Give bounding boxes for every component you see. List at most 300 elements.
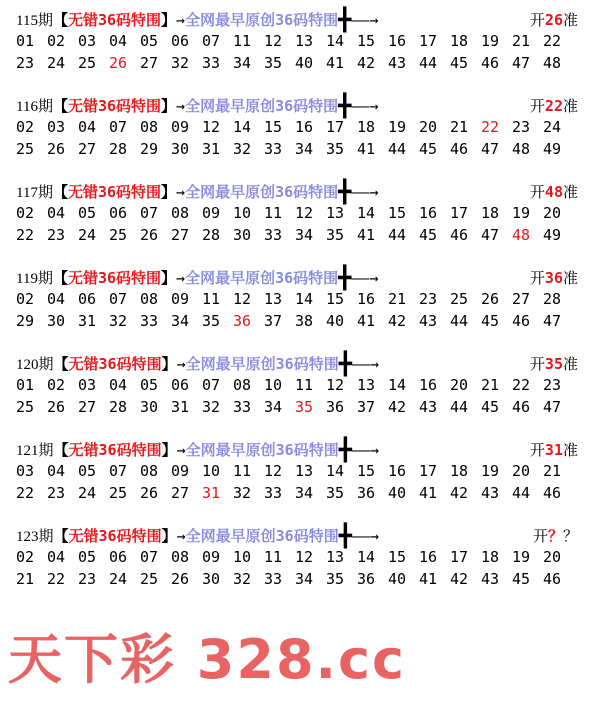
number-cell: 28 — [109, 140, 128, 158]
number-cell: 27 — [78, 398, 97, 416]
plus-icon: ╋ — [338, 524, 352, 549]
issue-number: 116期 — [16, 99, 53, 115]
open-label: 开 — [529, 355, 545, 373]
number-cell: 28 — [202, 226, 221, 244]
number-cell: 25 — [16, 398, 35, 416]
issue-block — [16, 268, 586, 332]
number-row — [16, 138, 586, 160]
number-cell: 17 — [419, 462, 438, 480]
number-cell: 20 — [543, 548, 562, 566]
dash-arrow-icon: ——→ — [351, 441, 380, 459]
number-row — [16, 568, 586, 590]
number-cell: 34 — [295, 570, 314, 588]
number-cell: 20 — [419, 118, 438, 136]
plus-icon: ╋ — [338, 352, 352, 377]
number-cell: 11 — [264, 204, 283, 222]
number-cell: 26 — [47, 398, 66, 416]
number-cell: 43 — [419, 398, 438, 416]
number-cell: 24 — [109, 570, 128, 588]
number-cell: 12 — [264, 462, 283, 480]
sure-label: 准 — [562, 269, 578, 287]
number-cell: 35 — [295, 398, 314, 416]
number-cell: 06 — [109, 548, 128, 566]
number-cell: 45 — [450, 54, 469, 72]
bracket-close: 】 — [161, 527, 177, 545]
number-cell: 35 — [326, 226, 345, 244]
dash-arrow-icon: ——→ — [351, 97, 379, 115]
number-cell: 34 — [295, 226, 314, 244]
header-title: 无错36码特围 — [67, 97, 162, 115]
number-cell: 33 — [202, 54, 221, 72]
number-cell: 26 — [109, 54, 128, 72]
number-cell: 08 — [140, 462, 159, 480]
open-label: 开 — [532, 527, 548, 545]
number-cell: 46 — [450, 140, 469, 158]
number-cell: 06 — [78, 290, 97, 308]
number-cell: 24 — [47, 54, 66, 72]
number-cell: 43 — [481, 484, 500, 502]
number-row — [16, 374, 586, 396]
result-number: 35 — [544, 355, 563, 373]
number-cell: 42 — [357, 54, 376, 72]
bracket-close: 】 — [161, 11, 177, 29]
source-label: 全网最早原创36码特围 — [185, 269, 339, 287]
number-cell: 07 — [140, 548, 159, 566]
issue-number: 121期 — [16, 443, 54, 459]
number-cell: 48 — [512, 140, 531, 158]
number-cell: 11 — [202, 290, 221, 308]
number-row — [16, 310, 586, 332]
number-cell: 46 — [450, 226, 469, 244]
number-row — [16, 224, 586, 246]
number-cell: 33 — [233, 398, 252, 416]
result-label — [530, 10, 578, 30]
issue-header — [16, 180, 586, 205]
number-cell: 07 — [109, 462, 128, 480]
number-cell: 23 — [78, 570, 97, 588]
sure-label: ？ — [562, 527, 578, 545]
number-cell: 47 — [543, 312, 562, 330]
number-cell: 43 — [388, 54, 407, 72]
number-cell: 32 — [202, 398, 221, 416]
bracket-close: 】 — [161, 183, 177, 201]
source-label: 全网最早原创36码特围 — [185, 355, 339, 373]
arrow-icon: → — [176, 355, 186, 373]
open-label: 开 — [529, 441, 545, 459]
number-cell: 27 — [171, 226, 190, 244]
number-cell: 44 — [450, 398, 469, 416]
sure-label: 准 — [562, 441, 578, 459]
number-cell: 10 — [233, 204, 252, 222]
issue-header — [16, 8, 586, 33]
number-cell: 04 — [47, 462, 66, 480]
number-cell: 20 — [450, 376, 469, 394]
number-cell: 44 — [450, 312, 469, 330]
number-cell: 28 — [109, 398, 128, 416]
number-cell: 30 — [171, 140, 190, 158]
header-title: 无错36码特围 — [67, 269, 162, 287]
number-cell: 27 — [512, 290, 531, 308]
number-cell: 22 — [16, 226, 35, 244]
number-cell: 36 — [357, 570, 376, 588]
number-cell: 17 — [450, 204, 469, 222]
sure-label: 准 — [562, 183, 578, 201]
number-cell: 21 — [543, 462, 562, 480]
number-cell: 49 — [543, 140, 562, 158]
bracket-open: 【 — [52, 11, 68, 29]
number-cell: 21 — [512, 32, 531, 50]
number-cell: 14 — [357, 548, 376, 566]
number-cell: 12 — [233, 290, 252, 308]
number-cell: 02 — [47, 32, 66, 50]
number-cell: 27 — [171, 484, 190, 502]
number-cell: 26 — [171, 570, 190, 588]
number-cell: 12 — [295, 548, 314, 566]
bracket-close: 】 — [161, 97, 177, 115]
number-cell: 25 — [140, 570, 159, 588]
number-cell: 41 — [326, 54, 345, 72]
number-cell: 14 — [233, 118, 252, 136]
number-cell: 05 — [78, 204, 97, 222]
number-cell: 26 — [140, 484, 159, 502]
number-cell: 33 — [264, 140, 283, 158]
number-cell: 23 — [512, 118, 531, 136]
number-cell: 05 — [78, 462, 97, 480]
number-cell: 42 — [388, 312, 407, 330]
number-cell: 15 — [326, 290, 345, 308]
number-cell: 13 — [295, 462, 314, 480]
number-cell: 46 — [512, 398, 531, 416]
result-label — [530, 268, 578, 288]
number-cell: 31 — [202, 484, 221, 502]
bracket-open: 【 — [53, 527, 69, 545]
number-cell: 04 — [47, 290, 66, 308]
number-cell: 30 — [233, 226, 252, 244]
number-cell: 06 — [171, 376, 190, 394]
bracket-open: 【 — [53, 355, 69, 373]
number-cell: 43 — [481, 570, 500, 588]
issue-header — [16, 524, 586, 549]
issue-number: 120期 — [16, 357, 54, 373]
number-cell: 12 — [264, 32, 283, 50]
number-cell: 36 — [357, 484, 376, 502]
bracket-open: 【 — [53, 441, 69, 459]
result-number: 22 — [544, 97, 563, 115]
number-cell: 40 — [295, 54, 314, 72]
issue-block — [16, 10, 586, 74]
number-cell: 32 — [109, 312, 128, 330]
result-label — [530, 96, 578, 116]
number-cell: 14 — [326, 32, 345, 50]
number-cell: 22 — [47, 570, 66, 588]
number-cell: 01 — [16, 32, 35, 50]
bracket-close: 】 — [161, 269, 177, 287]
issue-block — [16, 182, 586, 246]
header-title: 无错36码特围 — [68, 527, 162, 545]
number-cell: 35 — [326, 570, 345, 588]
issue-header — [16, 352, 586, 377]
dash-arrow-icon: ——→ — [351, 183, 379, 201]
number-cell: 46 — [512, 312, 531, 330]
number-cell: 07 — [140, 204, 159, 222]
sure-label: 准 — [562, 97, 578, 115]
header-title: 无错36码特围 — [68, 355, 162, 373]
number-cell: 23 — [16, 54, 35, 72]
number-cell: 44 — [388, 226, 407, 244]
number-cell: 12 — [202, 118, 221, 136]
number-cell: 19 — [481, 32, 500, 50]
number-cell: 11 — [264, 548, 283, 566]
number-cell: 42 — [450, 570, 469, 588]
number-cell: 37 — [264, 312, 283, 330]
result-label — [530, 182, 578, 202]
site-logo: 天下彩 328.cc — [8, 628, 407, 691]
number-row — [16, 52, 586, 74]
result-number: 48 — [544, 183, 563, 201]
number-cell: 41 — [357, 140, 376, 158]
number-cell: 31 — [202, 140, 221, 158]
number-cell: 38 — [295, 312, 314, 330]
number-cell: 33 — [264, 484, 283, 502]
issue-block — [16, 440, 586, 504]
bracket-close: 】 — [161, 441, 177, 459]
number-cell: 18 — [481, 548, 500, 566]
number-cell: 30 — [202, 570, 221, 588]
result-number: 26 — [544, 11, 563, 29]
number-cell: 24 — [78, 484, 97, 502]
number-cell: 02 — [16, 548, 35, 566]
number-cell: 47 — [481, 140, 500, 158]
issue-number: 119期 — [16, 271, 53, 287]
arrow-icon: → — [176, 11, 186, 29]
number-cell: 42 — [450, 484, 469, 502]
result-label — [533, 526, 578, 546]
number-cell: 04 — [109, 376, 128, 394]
number-cell: 14 — [357, 204, 376, 222]
number-cell: 06 — [109, 204, 128, 222]
number-cell: 03 — [16, 462, 35, 480]
number-cell: 21 — [481, 376, 500, 394]
number-cell: 34 — [264, 398, 283, 416]
number-cell: 26 — [47, 140, 66, 158]
number-cell: 40 — [326, 312, 345, 330]
number-cell: 28 — [543, 290, 562, 308]
number-cell: 32 — [233, 484, 252, 502]
number-cell: 47 — [512, 54, 531, 72]
number-cell: 16 — [295, 118, 314, 136]
number-cell: 49 — [543, 226, 562, 244]
number-cell: 09 — [171, 290, 190, 308]
open-label: 开 — [529, 11, 545, 29]
source-label: 全网最早原创36码特围 — [185, 183, 339, 201]
arrow-icon: → — [176, 441, 186, 459]
number-cell: 05 — [140, 376, 159, 394]
number-cell: 45 — [481, 312, 500, 330]
number-cell: 22 — [543, 32, 562, 50]
number-cell: 10 — [233, 548, 252, 566]
number-cell: 33 — [140, 312, 159, 330]
number-cell: 31 — [78, 312, 97, 330]
number-cell: 29 — [140, 140, 159, 158]
number-cell: 04 — [109, 32, 128, 50]
plus-icon: ╋ — [338, 180, 352, 205]
number-cell: 24 — [543, 118, 562, 136]
number-cell: 15 — [388, 204, 407, 222]
number-cell: 16 — [388, 32, 407, 50]
issue-header — [16, 94, 586, 119]
issue-block — [16, 96, 586, 160]
number-cell: 34 — [295, 140, 314, 158]
number-cell: 31 — [171, 398, 190, 416]
source-label: 全网最早原创36码特围 — [185, 11, 339, 29]
header-title: 无错36码特围 — [67, 183, 162, 201]
plus-icon: ╋ — [338, 94, 352, 119]
number-cell: 30 — [140, 398, 159, 416]
number-row — [16, 30, 586, 52]
number-cell: 43 — [419, 312, 438, 330]
issue-block — [16, 526, 586, 590]
number-cell: 25 — [78, 54, 97, 72]
arrow-icon: → — [176, 97, 186, 115]
number-cell: 37 — [357, 398, 376, 416]
number-cell: 23 — [47, 226, 66, 244]
issue-number: 123期 — [16, 529, 54, 545]
number-cell: 18 — [481, 204, 500, 222]
number-cell: 15 — [357, 462, 376, 480]
dash-arrow-icon: ——→ — [351, 527, 380, 545]
source-label: 全网最早原创36码特围 — [185, 441, 339, 459]
number-cell: 22 — [512, 376, 531, 394]
number-cell: 18 — [357, 118, 376, 136]
number-cell: 35 — [264, 54, 283, 72]
result-number: 31 — [544, 441, 563, 459]
number-cell: 21 — [388, 290, 407, 308]
number-cell: 33 — [264, 226, 283, 244]
open-label: 开 — [529, 183, 545, 201]
number-cell: 27 — [78, 140, 97, 158]
number-cell: 44 — [512, 484, 531, 502]
number-cell: 41 — [357, 312, 376, 330]
number-cell: 09 — [202, 204, 221, 222]
number-row — [16, 202, 586, 224]
number-cell: 16 — [419, 376, 438, 394]
issue-block — [16, 354, 586, 418]
number-cell: 14 — [388, 376, 407, 394]
number-cell: 41 — [419, 484, 438, 502]
number-cell: 09 — [202, 548, 221, 566]
plus-icon: ╋ — [338, 8, 352, 33]
number-cell: 13 — [264, 290, 283, 308]
number-row — [16, 482, 586, 504]
result-label — [530, 354, 578, 374]
number-cell: 29 — [16, 312, 35, 330]
number-cell: 44 — [419, 54, 438, 72]
issue-number: 117期 — [16, 185, 53, 201]
number-cell: 24 — [78, 226, 97, 244]
number-cell: 47 — [481, 226, 500, 244]
number-cell: 15 — [264, 118, 283, 136]
number-cell: 07 — [109, 290, 128, 308]
number-cell: 08 — [171, 548, 190, 566]
number-cell: 30 — [47, 312, 66, 330]
number-cell: 41 — [419, 570, 438, 588]
number-cell: 36 — [326, 398, 345, 416]
sure-label: 准 — [562, 355, 578, 373]
number-cell: 13 — [326, 548, 345, 566]
number-cell: 25 — [450, 290, 469, 308]
arrow-icon: → — [176, 527, 186, 545]
number-cell: 07 — [109, 118, 128, 136]
source-label: 全网最早原创36码特围 — [185, 527, 339, 545]
number-cell: 17 — [450, 548, 469, 566]
number-cell: 04 — [47, 548, 66, 566]
number-cell: 19 — [512, 548, 531, 566]
dash-arrow-icon: ——→ — [351, 269, 379, 287]
header-title: 无错36码特围 — [68, 441, 162, 459]
number-cell: 20 — [512, 462, 531, 480]
number-cell: 26 — [481, 290, 500, 308]
source-label: 全网最早原创36码特围 — [185, 97, 339, 115]
number-cell: 45 — [419, 226, 438, 244]
number-cell: 16 — [419, 548, 438, 566]
number-cell: 07 — [202, 376, 221, 394]
number-cell: 40 — [388, 484, 407, 502]
number-cell: 46 — [543, 484, 562, 502]
number-cell: 45 — [481, 398, 500, 416]
number-cell: 32 — [233, 140, 252, 158]
number-cell: 04 — [47, 204, 66, 222]
number-cell: 09 — [171, 462, 190, 480]
number-cell: 13 — [357, 376, 376, 394]
plus-icon: ╋ — [338, 438, 352, 463]
result-label — [530, 440, 578, 460]
number-cell: 02 — [47, 376, 66, 394]
number-cell: 18 — [450, 462, 469, 480]
number-cell: 09 — [171, 118, 190, 136]
number-cell: 19 — [481, 462, 500, 480]
number-cell: 16 — [388, 462, 407, 480]
number-cell: 08 — [171, 204, 190, 222]
number-cell: 15 — [357, 32, 376, 50]
number-row — [16, 460, 586, 482]
dash-arrow-icon: ——→ — [351, 355, 380, 373]
number-cell: 12 — [295, 204, 314, 222]
number-cell: 20 — [543, 204, 562, 222]
number-cell: 08 — [140, 118, 159, 136]
number-row — [16, 288, 586, 310]
number-cell: 03 — [78, 32, 97, 50]
number-cell: 35 — [202, 312, 221, 330]
number-cell: 34 — [171, 312, 190, 330]
number-cell: 23 — [47, 484, 66, 502]
bracket-open: 【 — [52, 97, 68, 115]
number-cell: 03 — [47, 118, 66, 136]
number-cell: 25 — [109, 484, 128, 502]
number-cell: 48 — [543, 54, 562, 72]
number-cell: 15 — [388, 548, 407, 566]
number-cell: 19 — [512, 204, 531, 222]
dash-arrow-icon: ——→ — [351, 11, 379, 29]
number-row — [16, 396, 586, 418]
plus-icon: ╋ — [338, 266, 352, 291]
number-cell: 11 — [233, 32, 252, 50]
number-cell: 06 — [171, 32, 190, 50]
bracket-open: 【 — [52, 183, 68, 201]
sure-label: 准 — [562, 11, 578, 29]
number-cell: 45 — [419, 140, 438, 158]
number-cell: 13 — [295, 32, 314, 50]
open-label: 开 — [529, 97, 545, 115]
